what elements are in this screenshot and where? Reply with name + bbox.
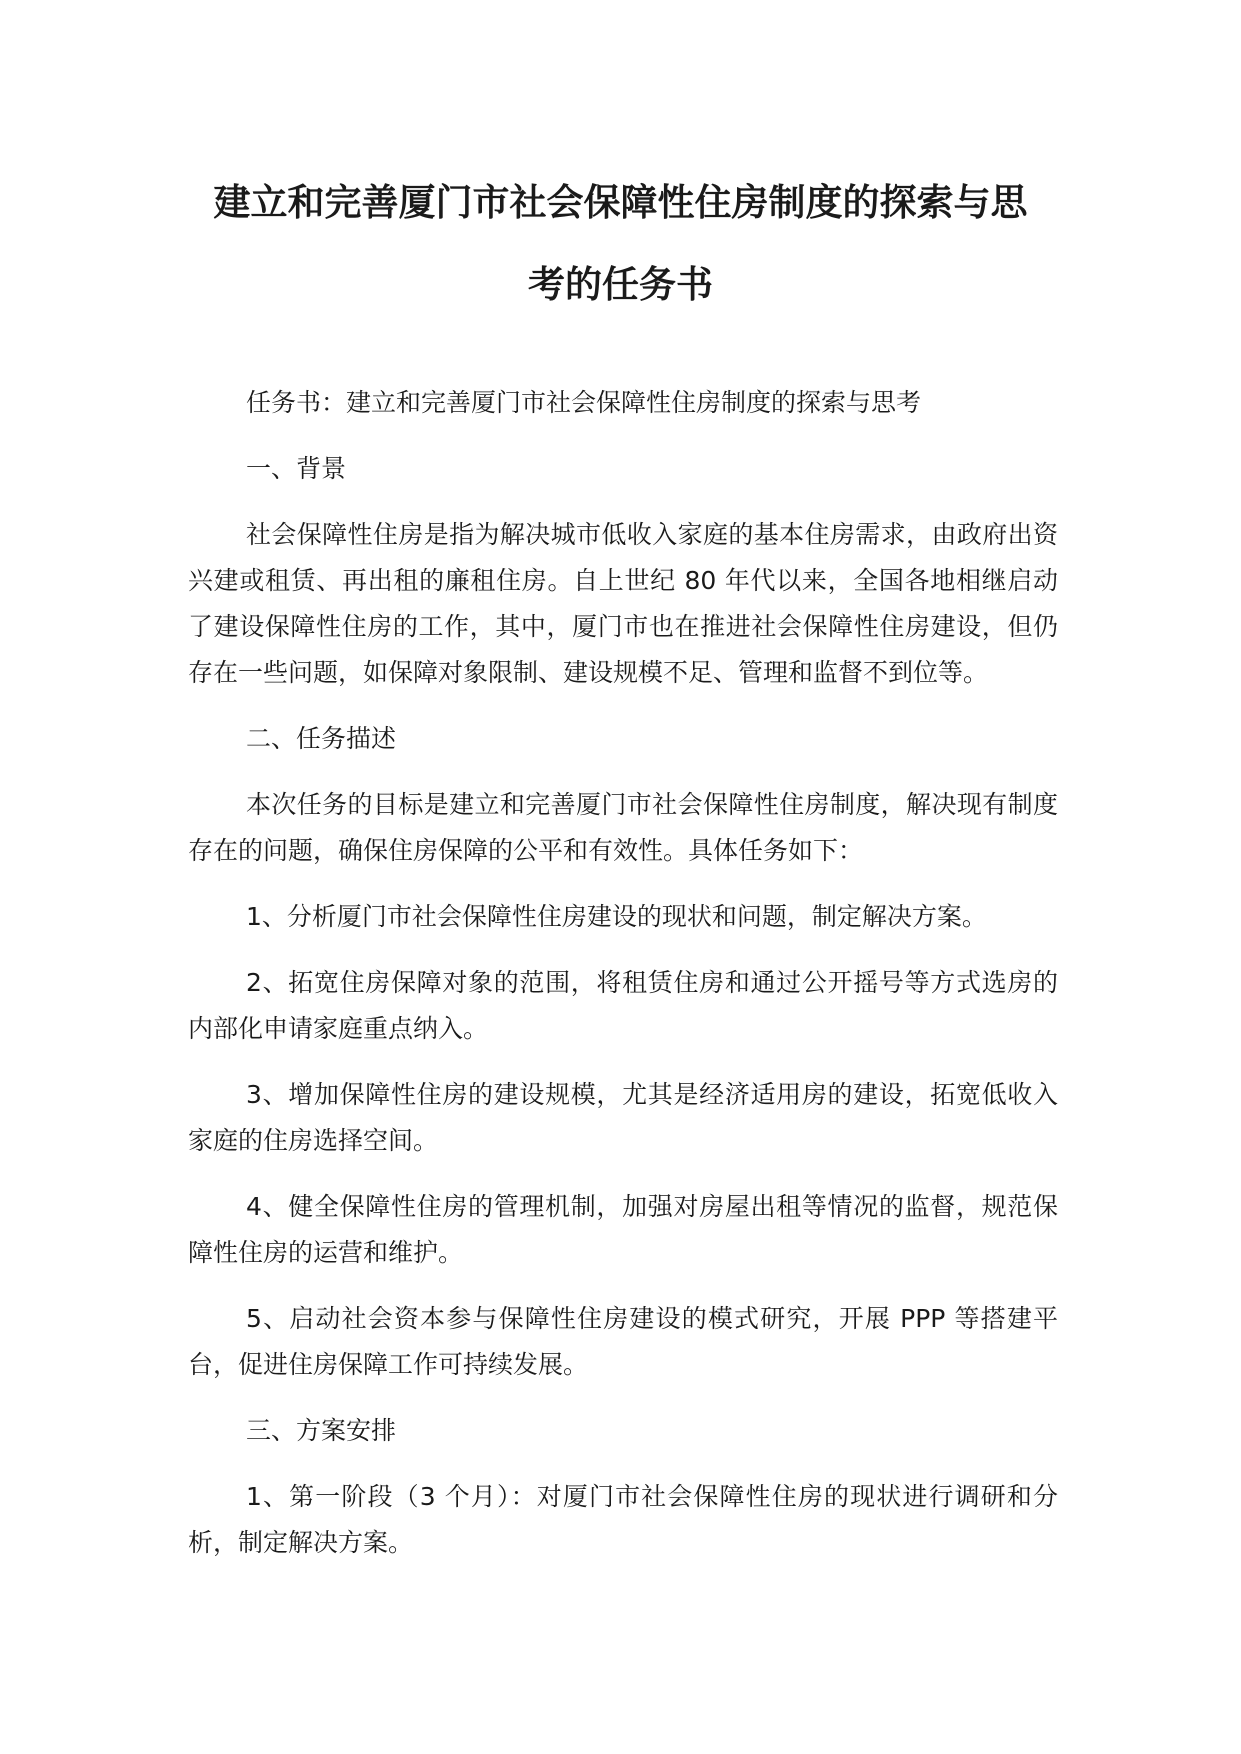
section-heading-background: 一、背景 (246, 454, 347, 483)
section-heading-task-description: 二、任务描述 (246, 724, 397, 753)
list-item-task-5: 5、启动社会资本参与保障性住房建设的模式研究，开展 PPP 等搭建平台，促进住房保障工作可持续发展。 (188, 1304, 1058, 1379)
list-item-task-4: 4、健全保障性住房的管理机制，加强对房屋出租等情况的监督，规范保障性住房的运营和维护。 (188, 1192, 1058, 1267)
paragraph-task-goal: 本次任务的目标是建立和完善厦门市社会保障性住房制度，解决现有制度存在的问题，确保住房保障的公平和有效性。具体任务如下： (188, 790, 1058, 865)
paragraph-background: 社会保障性住房是指为解决城市低收入家庭的基本住房需求，由政府出资兴建或租赁、再出租的廉租住房。自上世纪 80 年代以来，全国各地相继启动了建设保障性住房的工作，其中，厦门市也在推进社会保障性住房建设，但仍存在一些问题，如保障对象限制、建设规模不足、管理和监督不到位等。 (188, 520, 1058, 687)
list-item-plan-phase-1: 1、第一阶段（3 个月）：对厦门市社会保障性住房的现状进行调研和分析，制定解决方案。 (188, 1482, 1058, 1557)
section-heading-plan: 三、方案安排 (246, 1416, 397, 1445)
document-body (188, 380, 1058, 1586)
document-title-line-2: 考的任务书 (528, 263, 713, 306)
paragraph-task-book-title: 任务书：建立和完善厦门市社会保障性住房制度的探索与思考 (246, 388, 922, 417)
list-item-task-3: 3、增加保障性住房的建设规模，尤其是经济适用房的建设，拓宽低收入家庭的住房选择空间。 (188, 1080, 1058, 1155)
list-item-task-1: 1、分析厦门市社会保障性住房建设的现状和问题，制定解决方案。 (246, 902, 987, 931)
list-item-task-2: 2、拓宽住房保障对象的范围，将租赁住房和通过公开摇号等方式选房的内部化申请家庭重点纳入。 (188, 968, 1058, 1043)
document-title-line-1: 建立和完善厦门市社会保障性住房制度的探索与思 (213, 181, 1028, 224)
